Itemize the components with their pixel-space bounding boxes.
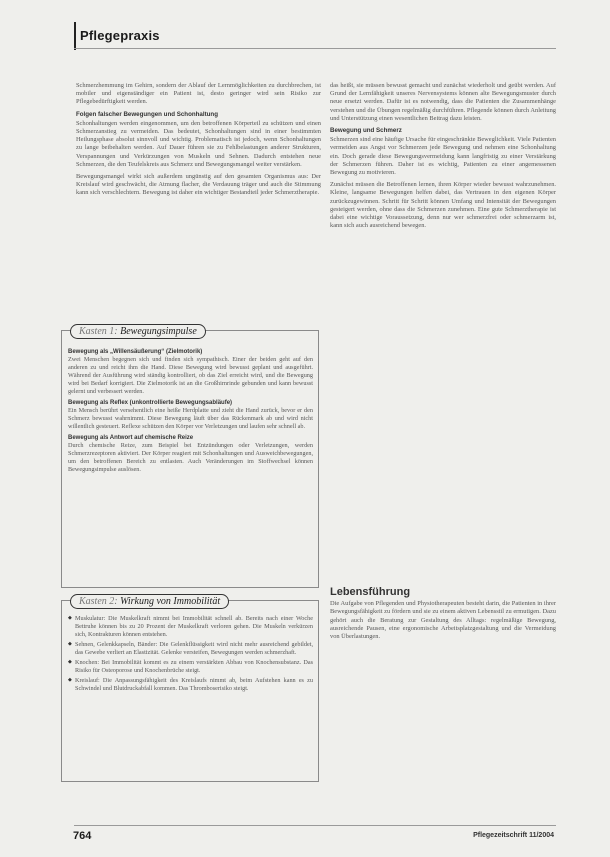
box-paragraph: Durch chemische Reize, zum Beispiel bei Entzündungen oder Verletzungen, werden Schmerzrezeptoren aktiviert. Der Körper reagiert mit Schonhaltungen und Ausweichbewegungen, um den betroffenen Bereich zu entlasten. Auch Veränderungen im Stoffwechsel können Bewegungsimpulse auslösen. — [68, 442, 313, 473]
info-box-immobilitaet — [61, 596, 319, 782]
box-title — [70, 594, 229, 609]
footer-divider — [74, 825, 556, 826]
left-column — [76, 82, 321, 202]
journal-reference: Pflegezeitschrift 11/2004 — [473, 832, 554, 839]
right-column — [330, 82, 556, 234]
lebensfuehrung-section — [330, 582, 556, 645]
header-rule — [74, 22, 76, 50]
paragraph: Schmerzen sind eine häufige Ursache für eingeschränkte Beweglichkeit. Viele Patienten vermeiden aus Angst vor Schmerzen jede Bewegung und nehmen eine Schonhaltung ein. Doch gerade diese Bewegungsvermeidung kann langfristig zu einer Verstärkung der Schmerzen führen. Daher ist es wichtig, Patienten zu einer angemessenen Bewegung zu motivieren. — [330, 136, 556, 177]
section-header: Pflegepraxis — [80, 28, 160, 43]
box-title-text: Bewegungsimpulse — [120, 326, 197, 337]
list-item: ◆ Kreislauf: Die Anpassungsfähigkeit des Kreislaufs nimmt ab, beim Aufstehen kann es zu Schwindel und Blutdruckabfall kommen. Das Thromboserisiko steigt. — [68, 677, 313, 693]
box-body — [68, 615, 313, 695]
info-box-bewegungsimpulse — [61, 326, 319, 588]
box-paragraph: Zwei Menschen begegnen sich und finden sich sympathisch. Einer der beiden geht auf den anderen zu und reicht ihm die Hand. Diese Bewegung wird bewusst geplant und ausgeführt. Während der Ausführung wird ständig kontrolliert, ob das Ziel erreicht wird, und die Bewegung wird bei Bedarf korrigiert. Die Zielmotorik ist an die Großhirnrinde gebunden und kann bewusst gelernt und verbessert werden. — [68, 356, 313, 395]
box-title-text: Wirkung von Immobilität — [120, 596, 221, 607]
paragraph: Schmerzhemmung im Gehirn, sondern der Ablauf der Lernmöglichkeiten zu durchbrechen, ist mobiler und eigenständiger ein Patient ist, desto geringer wird sein Risiko zur Pflegebedürftigkeit werden. — [76, 82, 321, 106]
box-subheading: Bewegung als Antwort auf chemische Reize — [68, 435, 194, 441]
top-divider — [74, 48, 556, 49]
bullet-list — [68, 615, 313, 693]
subheading: Folgen falscher Bewegungen und Schonhaltung — [76, 110, 218, 118]
section-heading: Lebensführung — [330, 586, 411, 598]
box-title — [70, 324, 206, 339]
paragraph: das heißt, sie müssen bewusst gemacht und zunächst wiederholt und geübt werden. Auf Grund der Lernfähigkeit unseres Nervensystems können alte Bewegungsmuster durch neue ersetzt werden. Dafür ist es notwendig, dass die Patienten die Zusammenhänge verstehen und die Übungen regelmäßig durchführen. Pflegende können durch Anleitung und Unterstützung einen wesentlichen Beitrag dazu leisten. — [330, 82, 556, 122]
subheading: Bewegung und Schmerz — [330, 127, 402, 135]
page-number: 764 — [73, 830, 92, 842]
box-subheading: Bewegung als „Willensäußerung“ (Zielmotorik) — [68, 349, 203, 355]
box-title-number: Kasten 1: — [79, 326, 118, 337]
box-title-number: Kasten 2: — [79, 596, 118, 607]
paragraph: Die Aufgabe von Pflegenden und Physiotherapeuten besteht darin, die Patienten in ihrer Bewegungsfähigkeit zu fördern und sie zu einem aktiven Lebensstil zu ermutigen. Dazu gehört auch die Beratung zur Gestaltung des Alltags: regelmäßige Bewegung, ausreichende Pausen, eine ergonomische Arbeitsplatzgestaltung und die Vermeidung von Überlastungen. — [330, 600, 556, 641]
box-paragraph: Ein Mensch berührt versehentlich eine heiße Herdplatte und zieht die Hand zurück, bevor er den Schmerz bewusst wahrnimmt. Diese Bewegung läuft über das Rückenmark ab und wird nicht willentlich gesteuert. Reflexe schützen den Körper vor Verletzungen und laufen sehr schnell ab. — [68, 407, 313, 430]
paragraph: Bewegungsmangel wirkt sich außerdem ungünstig auf den gesamten Organismus aus: Der Kreislauf wird geschwächt, die Atmung flacher, die Verdauung träger und auch die Stimmung kann sich verschlechtern. Bewegung ist daher ein wichtiger Bestandteil jeder Schmerztherapie. — [76, 173, 321, 197]
list-item: ◆ Sehnen, Gelenkkapseln, Bänder: Die Gelenkflüssigkeit wird nicht mehr ausreichend gebildet, das Gewebe verliert an Elastizität. Gelenke versteifen, Bewegungen werden schmerzhaft. — [68, 641, 313, 657]
paragraph: Zunächst müssen die Betroffenen lernen, ihren Körper wieder bewusst wahrzunehmen. Kleine, langsame Bewegungen helfen dabei, das Vertrauen in den eigenen Körper zurückzugewinnen. Schritt für Schritt können Umfang und Intensität der Bewegungen gesteigert werden, ohne dass die Schmerzen zunehmen. Eine gute Schmerztherapie ist dabei eine wichtige Voraussetzung, denn nur wer schmerzfrei oder schmerzarm ist, kann sich auch ausreichend bewegen. — [330, 181, 556, 230]
paragraph: Schonhaltungen werden eingenommen, um den betroffenen Körperteil zu schützen und einen Schmerzanstieg zu vermeiden. Das bedeutet, Schonhaltungen sind in einer bestimmten Heilungsphase absolut sinnvoll und wichtig. Problematisch ist jedoch, wenn Schonhaltungen zu lange beibehalten werden. Auf Dauer führen sie zu Fehlbelastungen anderer Strukturen, Verspannungen und Verkürzungen von Muskeln und Sehnen. Dadurch entstehen neue Schmerzen, die den Teufelskreis aus Schmerz und Bewegungsmangel weiter verstärken. — [76, 119, 321, 168]
box-subheading: Bewegung als Reflex (unkontrollierte Bewegungsabläufe) — [68, 400, 233, 406]
list-item: ◆ Knochen: Bei Immobilität kommt es zu einem verstärkten Abbau von Knochensubstanz. Das Risiko für Osteoporose und Knochenbrüche steigt. — [68, 659, 313, 675]
list-item: ◆ Muskulatur: Die Muskelkraft nimmt bei Immobilität schnell ab. Bereits nach einer Woche Bettruhe können bis zu 20 Prozent der Muskelkraft verloren gehen. Die Muskeln verkürzen sich, Kontrakturen können entstehen. — [68, 615, 313, 639]
box-body — [68, 345, 313, 476]
